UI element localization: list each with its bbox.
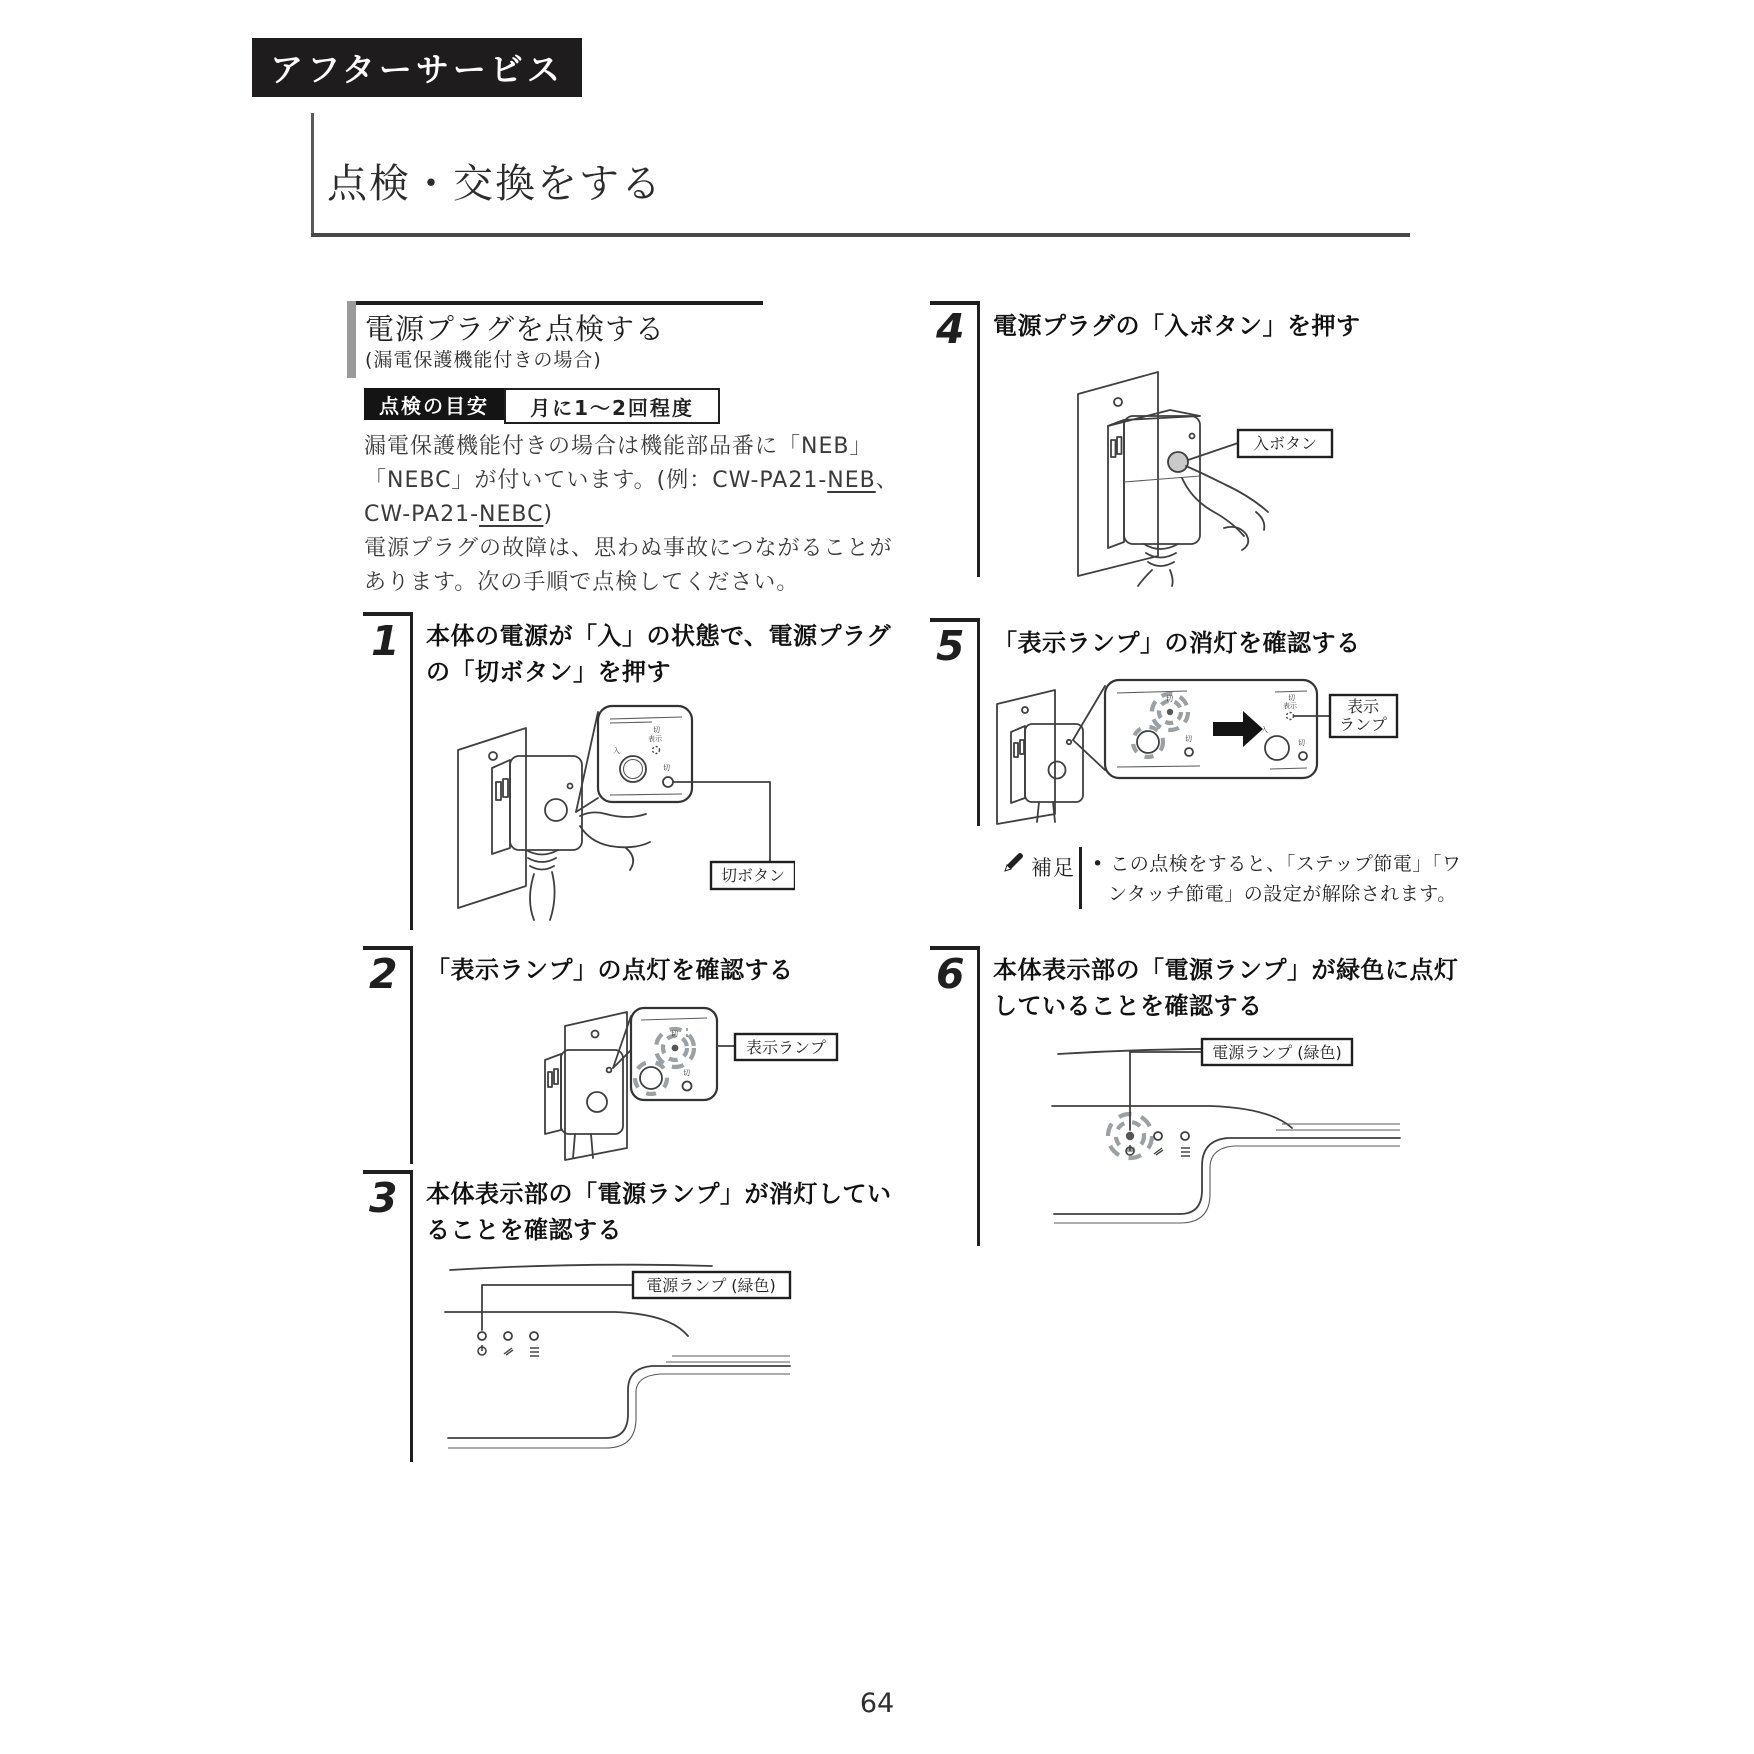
step5-vline [977,618,980,826]
step1-heading: 本体の電源が「入」の状態で、電源プラグ の「切ボタン」を押す [426,622,892,686]
svg-text:ランプ: ランプ [1338,715,1388,734]
off-button-label [711,862,795,889]
step4-number: 4 [936,305,965,353]
pencil-icon [1002,851,1025,874]
lamp-icon [530,1332,538,1340]
step3-vline [410,1170,413,1462]
intro-line: 電源プラグの故障は、思わぬ事故につながることが [364,536,893,561]
lamp-icon [1154,1132,1162,1140]
svg-text:入ボタン: 入ボタン [1252,434,1318,453]
svg-text:電源ランプ (緑色): 電源ランプ (緑色) [1212,1043,1342,1062]
power-lamp-label [1202,1039,1352,1065]
indicator-lamps-row [478,1332,539,1356]
intro-line: 漏電保護機能付きの場合は機能部品番に「NEB」 [364,434,873,459]
on-button-icon [1168,452,1188,472]
step5-illustration [985,666,1410,826]
step1-topline [363,612,413,616]
section-badge [252,38,582,97]
step5-number: 5 [936,622,965,670]
on-label: 入 [613,747,620,755]
intro-line: 「NEBC」が付いています。(例：CW-PA21-NEB、 [364,468,899,493]
note-divider [1079,847,1082,909]
title-rule [311,233,1410,237]
unit-body-drawing [1052,1049,1400,1223]
on-button-label [1238,430,1332,457]
off-label: 切 [1166,695,1173,703]
power-lamp-icon [478,1332,486,1340]
inspection-guide-value: 月に1〜2回程度 [530,395,694,420]
step6-number: 6 [936,950,965,998]
note-badge: 補足 [1031,856,1075,880]
intro-line: あります。次の手順で点検してください。 [364,570,800,595]
step1-illustration [430,698,795,928]
nozzle-icon [504,1348,513,1355]
section-badge-label: アフターサービス [270,50,564,89]
step3-number: 3 [369,1174,398,1222]
step6-heading: 本体表示部の「電源ランプ」が緑色に点灯 していることを確認する [993,956,1459,1020]
page-number: 64 [859,1688,895,1719]
svg-text:電源ランプ (緑色): 電源ランプ (緑色) [646,1276,776,1295]
lamp-icon [1181,1132,1189,1140]
off-label: 切 [1185,735,1192,743]
model-code: NEB [827,468,876,493]
step2-heading: 「表示ランプ」の点灯を確認する [426,956,794,984]
step2-number: 2 [369,950,398,998]
svg-text:表示ランプ: 表示ランプ [745,1038,827,1057]
wall-outlet-drawing [997,690,1055,824]
step5-heading: 「表示ランプ」の消灯を確認する [993,629,1361,657]
indicator-label: 表示 [648,735,662,743]
power-plug-drawing [1011,724,1083,822]
step3-heading: 本体表示部の「電源ランプ」が消灯してい ることを確認する [426,1180,892,1244]
off-label: 切 [663,764,670,772]
intro-line: CW-PA21-NEBC) [364,502,554,527]
subsection-subheading: (漏電保護機能付きの場合) [365,349,602,371]
page-title: 点検・交換をする [327,161,663,207]
step6-vline [977,946,980,1246]
note-text: • この点検をすると、「ステップ節電」「ワ ンタッチ節電」の設定が解除されます。 [1092,853,1462,905]
step1-vline [410,612,413,930]
plug-panel-callout [1105,680,1317,778]
indicator-label: 表示 [1283,702,1297,710]
lamp-icon [504,1332,512,1340]
power-plug-drawing [1108,410,1200,586]
svg-text:表示: 表示 [1346,697,1380,716]
nozzle-icon [1154,1148,1163,1155]
svg-text:切ボタン: 切ボタン [720,866,786,885]
callout-connector [482,1285,633,1330]
inspection-guide-value-box [504,388,720,424]
pressing-hand-drawing [1182,466,1268,550]
off-label: 切 [1288,694,1295,702]
subsection-heading: 電源プラグを点検する [365,312,666,346]
off-label: 切 [653,726,660,734]
inspection-guide-badge [364,388,504,420]
indicator-lamp-label [735,1034,837,1060]
lit-indicator-lamp-icon [1167,709,1173,715]
indicator-lamps-row [1108,1114,1190,1158]
plug-panel-callout [598,706,692,802]
intro-paragraph [364,430,899,600]
model-code: NEBC [479,502,544,527]
step4-heading: 電源プラグの「入ボタン」を押す [993,312,1361,340]
step3-illustration [420,1252,800,1462]
subsection-topline [347,301,763,305]
power-plug-drawing [492,756,582,920]
step6-illustration [1030,1028,1410,1243]
lit-power-lamp-icon [1126,1132,1134,1140]
title-accent-line [311,113,314,235]
pointer-hand-drawing [580,812,650,870]
off-label: 切 [683,1069,690,1077]
callout-connector [1188,443,1238,460]
indicator-lamp-label [1330,695,1397,737]
power-plug-drawing [545,1050,623,1158]
step2-illustration [535,998,840,1163]
step4-vline [977,301,980,577]
power-lamp-label [633,1272,790,1298]
seat-icon [530,1348,539,1356]
off-label: 切 [1298,739,1305,747]
step2-vline [410,946,413,1164]
on-label: 入 [1261,726,1268,734]
step4-illustration [1010,352,1370,587]
step1-number: 1 [371,617,400,665]
lit-indicator-lamp-icon [672,1045,679,1052]
subsection-accent-bar [347,301,356,378]
seat-icon [1181,1148,1190,1156]
inspection-guide-badge-label: 点検の目安 [379,393,489,418]
plug-panel-callout [631,1008,717,1100]
off-label: 切 [671,1030,678,1038]
